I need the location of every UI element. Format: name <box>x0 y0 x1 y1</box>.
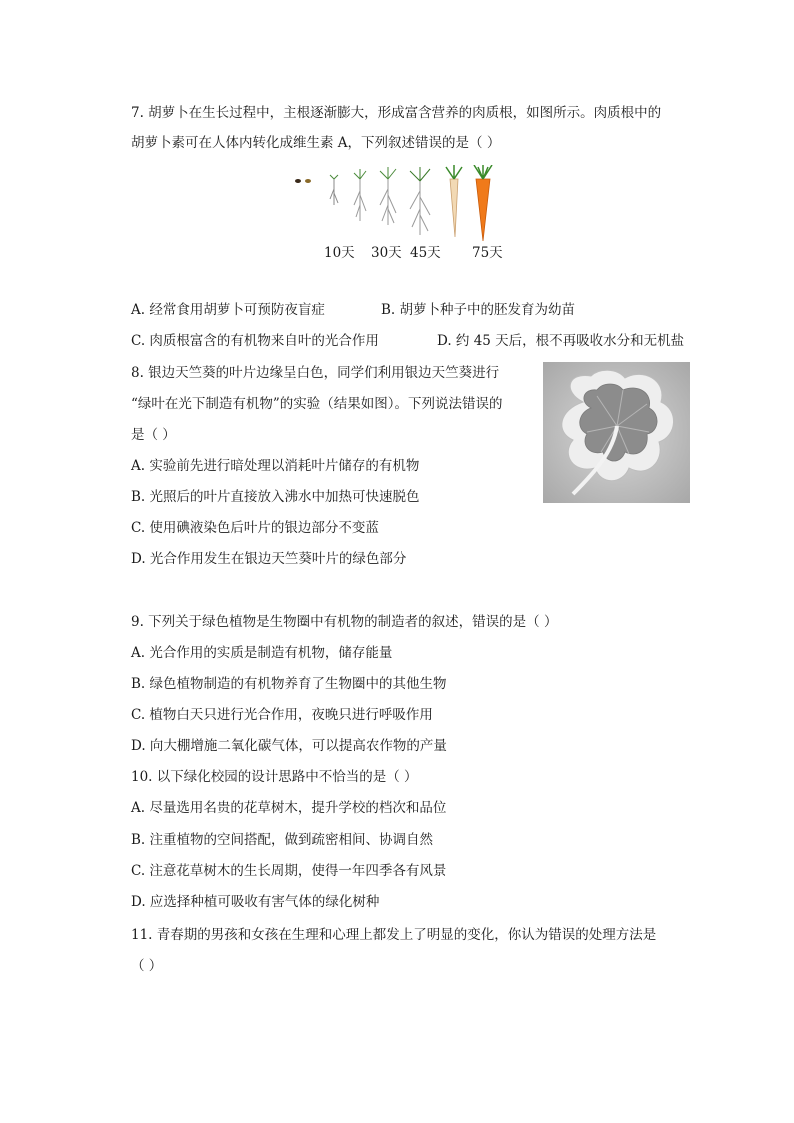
q7-option-a: A. 经常食用胡萝卜可预防夜盲症 <box>131 302 325 318</box>
q8-stem-line-3: 是（ ） <box>131 427 176 443</box>
q8-stem-line-1: 8. 银边天竺葵的叶片边缘呈白色，同学们利用银边天竺葵进行 <box>131 365 500 381</box>
q7-option-d: D. 约 45 天后，根不再吸收水分和无机盐 <box>437 333 685 349</box>
q10-option-c: C. 注意花草树木的生长周期，使得一年四季各有风景 <box>131 863 447 879</box>
q10-option-d: D. 应选择种植可吸收有害气体的绿化树种 <box>131 894 380 910</box>
q9-option-d: D. 向大棚增施二氧化碳气体，可以提高农作物的产量 <box>131 738 447 754</box>
q9-option-b: B. 绿色植物制造的有机物养育了生物圈中的其他生物 <box>131 676 447 692</box>
q8-option-a: A. 实验前先进行暗处理以消耗叶片储存的有机物 <box>131 458 420 474</box>
q7-stem-line-1: 7. 胡萝卜在生长过程中，主根逐渐膨大，形成富含营养的肉质根，如图所示。肉质根中的 <box>131 105 662 121</box>
q7-option-c: C. 肉质根富含的有机物来自叶的光合作用 <box>131 333 379 349</box>
figure-label-75-days: 75天 <box>472 245 503 261</box>
q8-option-c: C. 使用碘液染色后叶片的银边部分不变蓝 <box>131 520 379 536</box>
q8-option-b: B. 光照后的叶片直接放入沸水中加热可快速脱色 <box>131 489 420 505</box>
figure-label-10-days: 10天 <box>324 245 355 261</box>
q10-stem-line-1: 10. 以下绿化校园的设计思路中不恰当的是（ ） <box>131 769 418 785</box>
figure-label-30-days: 30天 <box>371 245 402 261</box>
q10-option-b: B. 注重植物的空间搭配，做到疏密相间、协调自然 <box>131 832 434 848</box>
q9-option-c: C. 植物白天只进行光合作用，夜晚只进行呼吸作用 <box>131 707 433 723</box>
q7-stem-line-2: 胡萝卜素可在人体内转化成维生素 A，下列叙述错误的是（ ） <box>131 135 501 151</box>
carrot-growth-figure <box>290 165 510 245</box>
q8-stem-line-2: “绿叶在光下制造有机物”的实验（结果如图）。下列说法错误的 <box>131 396 503 412</box>
q9-stem-line-1: 9. 下列关于绿色植物是生物圈中有机物的制造者的叙述，错误的是（ ） <box>131 614 558 630</box>
q11-stem-line-1: 11. 青春期的男孩和女孩在生理和心理上都发上了明显的变化，你认为错误的处理方法是 <box>131 927 657 943</box>
q9-option-a: A. 光合作用的实质是制造有机物，储存能量 <box>131 645 393 661</box>
q11-stem-line-2: （ ） <box>131 958 163 974</box>
q7-option-b: B. 胡萝卜种子中的胚发育为幼苗 <box>381 302 576 318</box>
q8-option-d: D. 光合作用发生在银边天竺葵叶片的绿色部分 <box>131 551 407 567</box>
leaf-experiment-photo <box>543 362 690 503</box>
figure-label-45-days: 45天 <box>410 245 441 261</box>
q10-option-a: A. 尽量选用名贵的花草树木，提升学校的档次和品位 <box>131 800 447 816</box>
